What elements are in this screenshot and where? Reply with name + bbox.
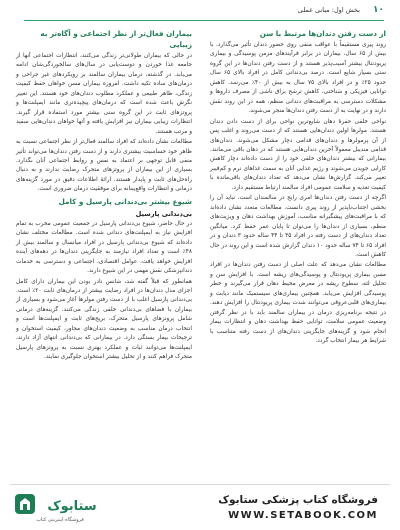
left-column <box>16 28 192 364</box>
subsection-title-partial: بی‌دندانی پارسیل <box>135 209 192 218</box>
running-title: بخش اول: مبانی عملی <box>297 6 360 14</box>
page-number: ۱۰ <box>373 5 384 15</box>
paragraph: در حالی که بیماران طولانی‌تر زندگی می‌کنند، انتظارات اجتماعی آنها از جامعه غذا خوردن و دوست‌یابی در سال‌های سالخوردگی‌شان ادامه می‌یابد. در گذشته، درمان بیماران سالمند بر رویکردهای غیر جراحی و درمان‌های ساده تکیه داشت. امروزه بیماران مسن خواهان حفظ کیفیت زندگی، ظاهر طبیعی و عملکرد مطلوب دندان‌های خود هستند. این تغییر نگرش باعث شده است که درمان‌های پیچیده‌تری مانند ایمپلنت‌ها و پروتزهای ثابت در این گروه سنی بیشتر مورد استفاده قرار گیرند. انتظارات زیبایی بیماران نیز افزایش یافته و آنها خواهان دندان‌هایی سفید و مرتب هستند. <box>16 53 192 135</box>
section-title-tooth-loss: از دست رفتن دندان‌ها مرتبط با سن <box>259 29 386 38</box>
page-header <box>0 0 400 24</box>
header-rule <box>24 20 384 21</box>
paragraph: مطالعات نشان می‌دهد که علت اصلی از دست رفتن دندان‌ها در افراد مسن بیماری پریودنتال و پوسیدگی‌های ریشه است. با افزایش سن و تحلیل لثه، سطوح ریشه در معرض محیط دهان قرار می‌گیرند و خطر پوسیدگی افزایش می‌یابد. همچنین بیماری‌های سیستمیک مانند دیابت و بیماری‌های قلبی‌عروقی می‌توانند شدت بیماری پریودنتال را افزایش دهند. در نتیجه برنامه‌ریزی درمان در بیماران سالمند باید با در نظر گرفتن وضعیت عمومی سلامت، توانایی حفظ بهداشت دهان و انتظارات بیمار انجام شود و گزینه‌های جایگزینی دندان‌های از دست رفته متناسب با شرایط هر بیمار انتخاب گردد. <box>210 262 386 345</box>
logo-tagline: فروشگاه اینترنتی کتاب <box>36 517 84 523</box>
paragraph: در حال حاضر، شیوع بی‌دندانی پارسیل در جمعیت عمومی مخرب به تمام افزایش نیاز به ایمپلنت‌های دندانی شده است. مطالعات مختلف نشان داده‌اند که شیوع بی‌دندانی پارسیل در افراد میانسال و سالمند بیش از ۴۸٪ است و تعداد افراد نیازمند به جایگزینی دندان‌ها در دهه‌های آینده افزایش خواهد یافت. عوامل اقتصادی، اجتماعی و دسترسی به خدمات دندانپزشکی نقش مهمی در این شیوع دارند. <box>16 220 192 275</box>
footer-rule <box>10 484 390 485</box>
page-footer <box>0 478 400 530</box>
setabook-logo-graphic <box>14 490 106 524</box>
setabook-logo[interactable] <box>14 490 106 524</box>
logo-text: ستابوک <box>47 499 97 514</box>
section-title-active-patients: بیماران فعال‌تر از نظر اجتماعی و آگاه‌تر به زیبایی <box>40 29 192 49</box>
store-name: فروشگاه کتاب پزشکی ستابوک <box>218 494 378 506</box>
right-column <box>210 28 386 348</box>
section-title-edentulism: شیوع بیشتر بی‌دندانی پارسیل و کامل <box>58 196 192 206</box>
paragraph: همانطور که قبلاً گفته شد، شانس نادر بودن این بیماران دارای کامل اجزای مدل دندان‌ها در افراد رضایت بیشتر از درمان‌های ثابت ۲۰٪ است. بی‌دندانی پارسیل اغلب با از دست رفتن مولرها آغاز می‌شود و بسیاری از بیماران با فضاهای بی‌دندانی خلفی زندگی می‌کنند. گزینه‌های درمانی شامل پروتزهای پارسیل متحرک، بریج‌های ثابت و ایمپلنت‌ها است و انتخاب درمان مناسب به وضعیت دندان‌های مجاور، کیفیت استخوان و ترجیحات بیمار بستگی دارد. در بیمارانی که بی‌دندانی انتهای آزاد دارند، ایمپلنت‌ها می‌توانند ثبات و عملکرد بهتری نسبت به پروتزهای پارسیل متحرک فراهم کنند و از تحلیل بیشتر استخوان جلوگیری نمایند. <box>16 278 192 361</box>
paragraph: مطالعات نشان داده‌اند که افراد سالمند فعال‌تر از نظر اجتماعی نسبت به ظاهر خود حساسیت بیشتری دارند و از دست رفتن دندان‌ها می‌تواند تأثیر منفی قابل توجهی بر اعتماد به نفس و روابط اجتماعی آنان بگذارد. بسیاری از این بیماران از پروتزهای متحرک رضایت ندارند و به دنبال راه‌حل‌های ثابت و پایدار هستند. ارائهٔ اطلاعات دقیق در مورد گزینه‌های درمانی و انتظارات واقع‌بینانه برای موفقیت درمان ضروری است. <box>16 139 192 193</box>
paragraph: روند پیری مستقیماً با عواقب منفی روی حضور دندان تأثیر می‌گذارد. با بیش از ۶۵ سال، بیماران در برابر فرآیندهای مزمن پوسیدگی و بیماری پریودنتال بیشتر آسیب‌پذیر هستند و از دست رفتن دندان‌ها در این گروه سنی بسیار شایع است. درصد بی‌دندانی کامل در افراد بالای ۶۵ سال حدود ۲۵٪ و در افراد بالای ۷۵ سال به بیش از ۴۰٪ می‌رسد. کاهش توانایی فیزیکی و شناختی، کاهش ترشح بزاق ناشی از مصرف داروها و مشکلات دسترسی به مراقبت‌های دندانی منظم، همه در این روند نقش دارند و در نهایت به از دست رفتن دندان‌ها منجر می‌شوند. <box>210 42 386 115</box>
website-link[interactable]: WWW.SETABOOK.COM <box>228 510 378 521</box>
paragraph: اگرچه از دست رفتن دندان‌ها امری رایج در سالمندان است، نباید آن را بخشی اجتناب‌ناپذیر از روند پیری دانست. مطالعات متعدد نشان داده‌اند که با مراقبت‌های پیشگیرانه مناسب، آموزش بهداشت دهان و ویزیت‌های منظم، بسیاری از دندان‌ها را می‌توان تا پایان عمر حفظ کرد. میانگین تعداد دندان‌های از دست رفته در افراد ۳۵ تا ۴۴ ساله حدود ۳ دندان و در افراد ۶۵ تا ۷۴ ساله حدود ۱۰ دندان گزارش شده است و این روند در حال کاهش است. <box>210 195 386 258</box>
paragraph: نواحی خلفی حفرهٔ دهان شایع‌ترین نواحی برای از دست دادن دندان هستند. مولرها اولین دندان‌هایی هستند که از دست می‌روند و اغلب پس از آن پرمولرها و دندان‌های قدامی دچار مشکل می‌شوند. دندان‌های قدامی مندیبل معمولاً آخرین دندان‌هایی هستند که در دهان باقی می‌مانند. بیمارانی که بیشتر دندان‌های خلفی خود را از دست داده‌اند دچار کاهش کارایی جویدن می‌شوند و رژیم غذایی آنان به سمت غذاهای نرم و کم‌فیبر تغییر می‌کند. گزارش‌ها نشان می‌دهد که تعداد دندان‌های باقی‌مانده با کیفیت تغذیه و سلامت عمومی افراد سالمند ارتباط مستقیم دارد. <box>210 118 386 191</box>
